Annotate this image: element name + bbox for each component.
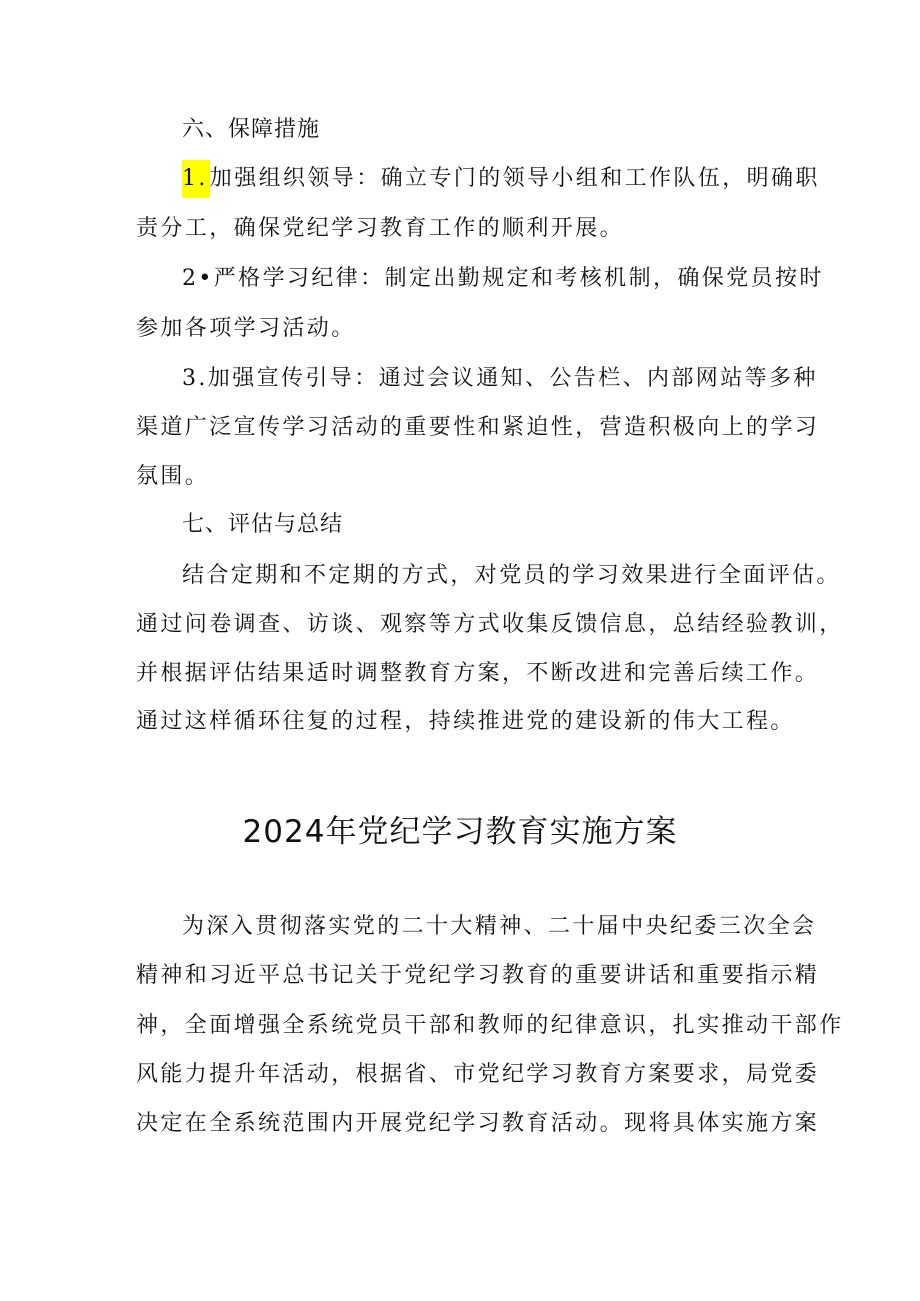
item-3-line-2: 渠道广泛宣传学习活动的重要性和紧迫性，营造积极向上的学习 <box>136 415 820 440</box>
intro-line-5: 决定在全系统范围内开展党纪学习教育活动。现将具体实施方案 <box>136 1111 820 1136</box>
section-heading-evaluation: 七、评估与总结 <box>182 512 344 537</box>
section-heading-safeguards: 六、保障措施 <box>182 117 321 142</box>
item-3-line-3: 氛围。 <box>136 464 210 489</box>
item-2-line-1: 2•严格学习纪律：制定出勤规定和考核机制，确保党员按时 <box>182 266 824 291</box>
item-1-line-1 <box>182 163 820 198</box>
intro-line-2: 精神和习近平总书记关于党纪学习教育的重要讲话和重要指示精 <box>136 963 820 988</box>
document-title: 2024年党纪学习教育实施方案 <box>242 814 678 850</box>
intro-line-1: 为深入贯彻落实党的二十大精神、二十届中央纪委三次全会 <box>182 914 817 939</box>
item-1-text: 加强组织领导：确立专门的领导小组和工作队伍，明确职 <box>209 166 820 191</box>
intro-line-4: 风能力提升年活动，根据省、市党纪学习教育方案要求，局党委 <box>136 1062 820 1087</box>
item-2-line-2: 参加各项学习活动。 <box>136 316 356 341</box>
item-1-line-2: 责分工，确保党纪学习教育工作的顺利开展。 <box>136 216 625 241</box>
intro-line-3: 神，全面增强全系统党员干部和教师的纪律意识，扎实推动干部作 <box>136 1013 844 1038</box>
evaluation-line-1: 结合定期和不定期的方式，对党员的学习效果进行全面评估。 <box>182 563 841 588</box>
evaluation-line-4: 通过这样循环往复的过程，持续推进党的建设新的伟大工程。 <box>136 709 795 734</box>
evaluation-line-3: 并根据评估结果适时调整教育方案，不断改进和完善后续工作。 <box>136 661 820 686</box>
item-3-line-1: 3.加强宣传引导：通过会议通知、公告栏、内部网站等多种 <box>182 366 818 391</box>
evaluation-line-2: 通过问卷调查、访谈、观察等方式收集反馈信息，总结经验教训， <box>136 612 844 637</box>
highlighted-number: 1. <box>182 160 210 198</box>
